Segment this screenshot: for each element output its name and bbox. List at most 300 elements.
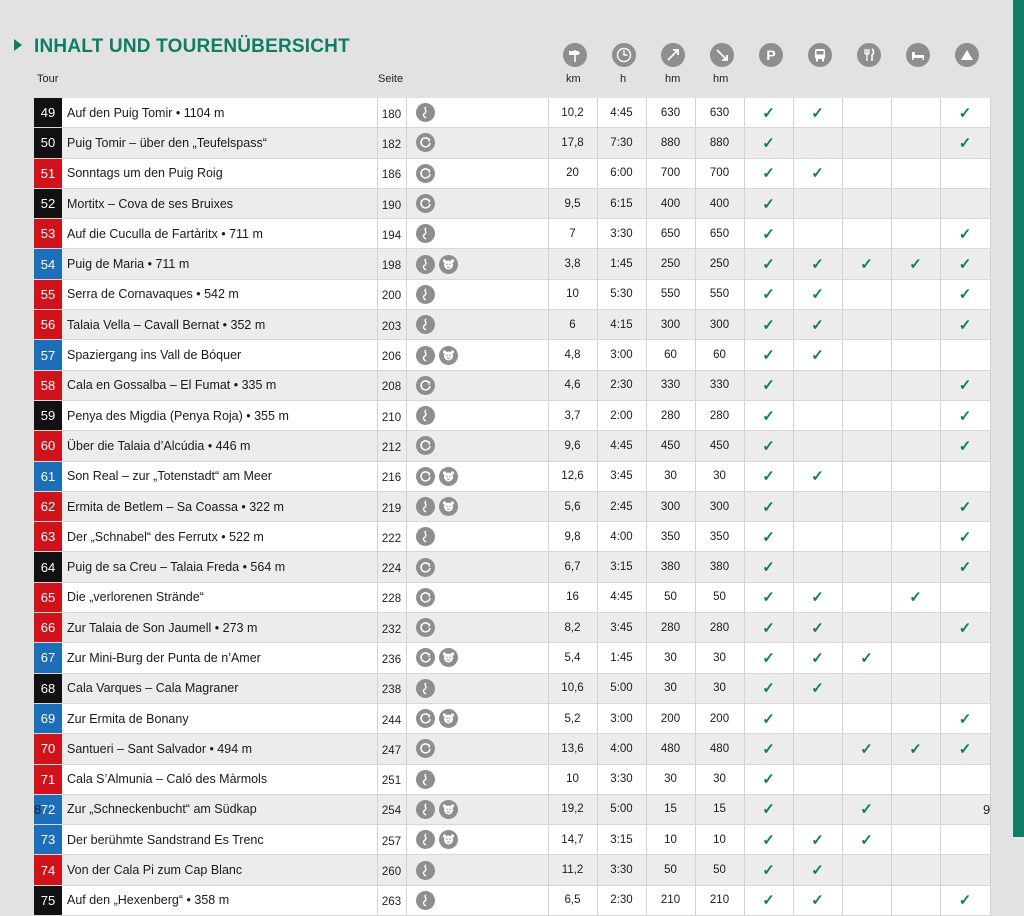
page-number-left: 8 xyxy=(34,802,42,817)
check-icon: ✓ xyxy=(762,892,775,910)
tour-number: 50 xyxy=(34,128,62,158)
table-row xyxy=(34,461,990,491)
food-cell xyxy=(842,431,891,461)
tour-name[interactable]: Cala Varques – Cala Magraner xyxy=(62,673,377,703)
title-arrow-icon xyxy=(14,39,22,51)
linear-route-icon xyxy=(416,770,435,789)
bus-cell xyxy=(793,461,842,491)
tour-ascent: 30 xyxy=(646,673,695,703)
table-row xyxy=(34,400,990,430)
tour-hours: 4:00 xyxy=(597,734,646,764)
tour-page: 247 xyxy=(377,734,406,764)
loop-route-icon xyxy=(416,739,435,758)
food-cell xyxy=(842,734,891,764)
check-icon: ✓ xyxy=(762,589,775,607)
bus-cell xyxy=(793,522,842,552)
tour-ascent: 30 xyxy=(646,461,695,491)
table-row xyxy=(34,128,990,158)
check-icon: ✓ xyxy=(762,286,775,304)
tour-km: 9,6 xyxy=(548,431,597,461)
tour-hours: 2:45 xyxy=(597,491,646,521)
p-cell xyxy=(744,552,793,582)
linear-route-icon xyxy=(416,830,435,849)
check-icon: ✓ xyxy=(762,619,775,637)
tour-km: 9,8 xyxy=(548,522,597,552)
tour-number: 67 xyxy=(34,643,62,673)
check-icon: ✓ xyxy=(958,892,972,910)
summit-cell xyxy=(940,370,990,400)
summit-cell xyxy=(940,764,990,794)
tour-descent: 280 xyxy=(695,400,744,430)
route-type-cell xyxy=(406,643,548,673)
tour-km: 4,8 xyxy=(548,340,597,370)
tour-hours: 5:30 xyxy=(597,279,646,309)
route-type-cell xyxy=(406,431,548,461)
summit-cell xyxy=(940,279,990,309)
route-type-cell xyxy=(406,188,548,218)
tour-hours: 3:00 xyxy=(597,703,646,733)
tour-page: 216 xyxy=(377,461,406,491)
table-row xyxy=(34,613,990,643)
tour-hours: 6:00 xyxy=(597,158,646,188)
check-icon: ✓ xyxy=(958,559,972,577)
tour-number: 55 xyxy=(34,279,62,309)
tour-hours: 2:30 xyxy=(597,885,646,915)
route-type-cell xyxy=(406,340,548,370)
tour-name[interactable]: Cala S’Almunia – Caló des Màrmols xyxy=(62,764,377,794)
tour-number: 75 xyxy=(34,885,62,915)
bus-cell xyxy=(793,764,842,794)
tour-name[interactable]: Auf den Puig Tomir • 1104 m xyxy=(62,98,377,128)
tour-page: 228 xyxy=(377,582,406,612)
p-cell xyxy=(744,582,793,612)
summit-cell xyxy=(940,855,990,885)
tour-number: 72 xyxy=(34,794,62,824)
linear-route-icon xyxy=(416,346,435,365)
food-cell xyxy=(842,764,891,794)
summit-cell xyxy=(940,461,990,491)
bed-cell xyxy=(891,855,940,885)
check-icon: ✓ xyxy=(762,771,775,789)
check-icon: ✓ xyxy=(762,680,775,698)
tour-hours: 1:45 xyxy=(597,643,646,673)
tour-name[interactable]: Zur Talaia de Son Jaumell • 273 m xyxy=(62,613,377,643)
bus-cell xyxy=(793,249,842,279)
tour-name[interactable]: Der „Schnabel“ des Ferrutx • 522 m xyxy=(62,522,377,552)
food-cell xyxy=(842,158,891,188)
header-hm-up: hm xyxy=(665,73,681,85)
route-type-cell xyxy=(406,400,548,430)
tour-page: 254 xyxy=(377,794,406,824)
route-type-cell xyxy=(406,310,548,340)
tour-km: 9,5 xyxy=(548,188,597,218)
tour-number: 64 xyxy=(34,552,62,582)
bed-cell xyxy=(891,128,940,158)
loop-route-icon xyxy=(416,709,435,728)
tour-hours: 4:45 xyxy=(597,98,646,128)
tour-hours: 3:30 xyxy=(597,219,646,249)
check-icon: ✓ xyxy=(860,801,873,819)
tour-number: 54 xyxy=(34,249,62,279)
bus-cell xyxy=(793,673,842,703)
check-icon: ✓ xyxy=(958,225,972,243)
tour-km: 17,8 xyxy=(548,128,597,158)
tour-ascent: 250 xyxy=(646,249,695,279)
check-icon: ✓ xyxy=(811,619,824,637)
tour-number: 68 xyxy=(34,673,62,703)
p-cell xyxy=(744,128,793,158)
tour-ascent: 60 xyxy=(646,340,695,370)
p-cell xyxy=(744,310,793,340)
tour-km: 20 xyxy=(548,158,597,188)
header-hm-down: hm xyxy=(713,73,729,85)
tour-name[interactable]: Zur Ermita de Bonany xyxy=(62,703,377,733)
tour-km: 4,6 xyxy=(548,370,597,400)
linear-route-icon xyxy=(416,891,435,910)
route-type-cell xyxy=(406,128,548,158)
route-type-cell xyxy=(406,279,548,309)
check-icon: ✓ xyxy=(811,589,824,607)
route-type-cell xyxy=(406,522,548,552)
tour-page: 190 xyxy=(377,188,406,218)
tour-number: 49 xyxy=(34,98,62,128)
tour-hours: 3:15 xyxy=(597,825,646,855)
food-cell xyxy=(842,491,891,521)
tour-hours: 3:00 xyxy=(597,340,646,370)
tour-name[interactable]: Talaia Vella – Cavall Bernat • 352 m xyxy=(62,310,377,340)
food-cell xyxy=(842,279,891,309)
summit-cell xyxy=(940,431,990,461)
table-row xyxy=(34,825,990,855)
tour-ascent: 280 xyxy=(646,400,695,430)
kids-bear-icon xyxy=(439,467,458,486)
check-icon: ✓ xyxy=(958,407,972,425)
tour-number: 73 xyxy=(34,825,62,855)
tour-km: 11,2 xyxy=(548,855,597,885)
tour-km: 8,2 xyxy=(548,613,597,643)
bed-cell xyxy=(891,279,940,309)
check-icon: ✓ xyxy=(762,134,775,152)
tour-descent: 400 xyxy=(695,188,744,218)
check-icon: ✓ xyxy=(762,347,775,365)
tour-name[interactable]: Über die Talaia d’Alcúdia • 446 m xyxy=(62,431,377,461)
tour-ascent: 15 xyxy=(646,794,695,824)
summit-cell xyxy=(940,734,990,764)
tour-name[interactable]: Die „verlorenen Strände“ xyxy=(62,582,377,612)
tour-name[interactable]: Ermita de Betlem – Sa Coassa • 322 m xyxy=(62,491,377,521)
check-icon: ✓ xyxy=(958,316,972,334)
tour-km: 12,6 xyxy=(548,461,597,491)
p-cell xyxy=(744,643,793,673)
kids-bear-icon xyxy=(439,709,458,728)
kids-bear-icon xyxy=(439,800,458,819)
food-cell xyxy=(842,703,891,733)
check-icon: ✓ xyxy=(958,377,972,395)
summit-cell xyxy=(940,522,990,552)
tour-name[interactable]: Puig de sa Creu – Talaia Freda • 564 m xyxy=(62,552,377,582)
check-icon: ✓ xyxy=(958,710,972,728)
bus-cell xyxy=(793,825,842,855)
tour-descent: 250 xyxy=(695,249,744,279)
summit-cell xyxy=(940,400,990,430)
check-icon: ✓ xyxy=(860,649,873,667)
p-cell xyxy=(744,794,793,824)
route-type-cell xyxy=(406,794,548,824)
p-cell xyxy=(744,400,793,430)
tour-descent: 60 xyxy=(695,340,744,370)
tour-number: 52 xyxy=(34,188,62,218)
tour-page: 200 xyxy=(377,279,406,309)
food-cell xyxy=(842,249,891,279)
check-icon: ✓ xyxy=(762,528,775,546)
table-row xyxy=(34,794,990,824)
tour-descent: 300 xyxy=(695,310,744,340)
tour-name[interactable]: Von der Cala Pi zum Cap Blanc xyxy=(62,855,377,885)
p-cell xyxy=(744,673,793,703)
tour-name[interactable]: Der berühmte Sandstrand Es Trenc xyxy=(62,825,377,855)
tour-descent: 350 xyxy=(695,522,744,552)
summit-cell xyxy=(940,98,990,128)
bus-cell xyxy=(793,158,842,188)
bus-cell xyxy=(793,643,842,673)
tour-page: 186 xyxy=(377,158,406,188)
bus-cell xyxy=(793,400,842,430)
tour-page: 210 xyxy=(377,400,406,430)
tour-ascent: 30 xyxy=(646,764,695,794)
food-cell xyxy=(842,613,891,643)
summit-cell xyxy=(940,249,990,279)
tour-ascent: 700 xyxy=(646,158,695,188)
table-row xyxy=(34,582,990,612)
route-type-cell xyxy=(406,885,548,915)
tour-name[interactable]: Cala en Gossalba – El Fumat • 335 m xyxy=(62,370,377,400)
route-type-cell xyxy=(406,491,548,521)
tour-descent: 630 xyxy=(695,98,744,128)
bed-cell xyxy=(891,431,940,461)
table-row xyxy=(34,98,990,128)
bed-cell xyxy=(891,310,940,340)
bed-cell xyxy=(891,885,940,915)
check-icon: ✓ xyxy=(762,801,775,819)
tour-km: 3,8 xyxy=(548,249,597,279)
linear-route-icon xyxy=(416,285,435,304)
bus-cell xyxy=(793,219,842,249)
bed-cell xyxy=(891,552,940,582)
tour-name[interactable]: Puig de Maria • 711 m xyxy=(62,249,377,279)
route-type-cell xyxy=(406,158,548,188)
route-type-cell xyxy=(406,855,548,885)
tour-descent: 330 xyxy=(695,370,744,400)
table-row xyxy=(34,188,990,218)
check-icon: ✓ xyxy=(762,831,775,849)
tour-number: 60 xyxy=(34,431,62,461)
tour-hours: 4:00 xyxy=(597,522,646,552)
tour-km: 16 xyxy=(548,582,597,612)
p-cell xyxy=(744,734,793,764)
tour-km: 5,2 xyxy=(548,703,597,733)
tour-page: 208 xyxy=(377,370,406,400)
check-icon: ✓ xyxy=(762,165,775,183)
bed-cell xyxy=(891,219,940,249)
check-icon: ✓ xyxy=(860,740,873,758)
table-row xyxy=(34,370,990,400)
tour-page: 219 xyxy=(377,491,406,521)
tour-km: 19,2 xyxy=(548,794,597,824)
check-icon: ✓ xyxy=(762,104,775,122)
tour-name[interactable]: Spaziergang ins Vall de Bóquer xyxy=(62,340,377,370)
tour-descent: 30 xyxy=(695,461,744,491)
tour-ascent: 880 xyxy=(646,128,695,158)
tour-hours: 3:45 xyxy=(597,461,646,491)
check-icon: ✓ xyxy=(762,377,775,395)
tour-km: 6 xyxy=(548,310,597,340)
tour-name[interactable]: Mortitx – Cova de ses Bruixes xyxy=(62,188,377,218)
tour-descent: 10 xyxy=(695,825,744,855)
tour-name[interactable]: Serra de Cornavaques • 542 m xyxy=(62,279,377,309)
tour-name[interactable]: Son Real – zur „Totenstadt“ am Meer xyxy=(62,461,377,491)
tour-km: 13,6 xyxy=(548,734,597,764)
check-icon: ✓ xyxy=(860,256,873,274)
tour-name[interactable]: Zur Mini-Burg der Punta de n’Amer xyxy=(62,643,377,673)
restaurant-icon xyxy=(857,43,881,67)
tour-name[interactable]: Santueri – Sant Salvador • 494 m xyxy=(62,734,377,764)
kids-bear-icon xyxy=(439,497,458,516)
check-icon: ✓ xyxy=(958,740,972,758)
linear-route-icon xyxy=(416,315,435,334)
parking-icon: P xyxy=(759,43,783,67)
table-row xyxy=(34,673,990,703)
table-row xyxy=(34,310,990,340)
loop-route-icon xyxy=(416,558,435,577)
table-row xyxy=(34,522,990,552)
tour-number: 70 xyxy=(34,734,62,764)
bus-cell xyxy=(793,98,842,128)
bus-cell xyxy=(793,491,842,521)
tour-number: 62 xyxy=(34,491,62,521)
bus-cell xyxy=(793,703,842,733)
tour-name[interactable]: Penya des Migdia (Penya Roja) • 355 m xyxy=(62,400,377,430)
check-icon: ✓ xyxy=(811,347,824,365)
tour-km: 7 xyxy=(548,219,597,249)
bed-cell xyxy=(891,764,940,794)
tour-ascent: 650 xyxy=(646,219,695,249)
tour-km: 5,4 xyxy=(548,643,597,673)
bed-cell xyxy=(891,794,940,824)
tour-descent: 50 xyxy=(695,855,744,885)
tour-name[interactable]: Auf den „Hexenberg“ • 358 m xyxy=(62,885,377,915)
check-icon: ✓ xyxy=(958,286,972,304)
table-row xyxy=(34,552,990,582)
tour-page: 206 xyxy=(377,340,406,370)
p-cell xyxy=(744,158,793,188)
food-cell xyxy=(842,370,891,400)
tour-number: 63 xyxy=(34,522,62,552)
route-type-cell xyxy=(406,825,548,855)
tour-hours: 3:45 xyxy=(597,613,646,643)
tour-name[interactable]: Puig Tomir – über den „Teufelspass“ xyxy=(62,128,377,158)
p-cell xyxy=(744,370,793,400)
check-icon: ✓ xyxy=(762,407,775,425)
table-row xyxy=(34,491,990,521)
summit-cell xyxy=(940,188,990,218)
table-row xyxy=(34,219,990,249)
food-cell xyxy=(842,552,891,582)
tour-hours: 5:00 xyxy=(597,673,646,703)
route-type-cell xyxy=(406,764,548,794)
kids-bear-icon xyxy=(439,255,458,274)
tour-number: 51 xyxy=(34,158,62,188)
p-cell xyxy=(744,764,793,794)
p-cell xyxy=(744,885,793,915)
tour-number: 61 xyxy=(34,461,62,491)
tour-page: 251 xyxy=(377,764,406,794)
check-icon: ✓ xyxy=(811,892,824,910)
tour-descent: 480 xyxy=(695,734,744,764)
tour-name[interactable]: Auf die Cuculla de Fartàritx • 711 m xyxy=(62,219,377,249)
check-icon: ✓ xyxy=(762,195,775,213)
tour-name[interactable]: Sonntags um den Puig Roig xyxy=(62,158,377,188)
linear-route-icon xyxy=(416,103,435,122)
header-km: km xyxy=(566,73,581,85)
bus-cell xyxy=(793,582,842,612)
tour-km: 5,6 xyxy=(548,491,597,521)
tour-ascent: 450 xyxy=(646,431,695,461)
kids-bear-icon xyxy=(439,648,458,667)
tour-descent: 30 xyxy=(695,673,744,703)
p-cell xyxy=(744,249,793,279)
check-icon: ✓ xyxy=(762,256,775,274)
tour-name[interactable]: Zur „Schneckenbucht“ am Südkap xyxy=(62,794,377,824)
check-icon: ✓ xyxy=(811,256,824,274)
tour-ascent: 550 xyxy=(646,279,695,309)
bus-cell xyxy=(793,279,842,309)
table-row xyxy=(34,703,990,733)
tour-page: 182 xyxy=(377,128,406,158)
bed-cell xyxy=(891,249,940,279)
loop-route-icon xyxy=(416,164,435,183)
tour-ascent: 300 xyxy=(646,491,695,521)
header-tour: Tour xyxy=(37,73,59,85)
summit-cell xyxy=(940,552,990,582)
tour-number: 57 xyxy=(34,340,62,370)
right-edge-bar xyxy=(1013,0,1024,837)
check-icon: ✓ xyxy=(811,104,824,122)
bed-cell xyxy=(891,703,940,733)
route-type-cell xyxy=(406,734,548,764)
tour-hours: 3:30 xyxy=(597,764,646,794)
p-cell xyxy=(744,340,793,370)
food-cell xyxy=(842,855,891,885)
loop-route-icon xyxy=(416,618,435,637)
tour-descent: 700 xyxy=(695,158,744,188)
bus-cell xyxy=(793,370,842,400)
tour-page: 257 xyxy=(377,825,406,855)
p-cell xyxy=(744,491,793,521)
tour-ascent: 330 xyxy=(646,370,695,400)
bed-cell xyxy=(891,734,940,764)
bed-cell xyxy=(891,370,940,400)
route-type-cell xyxy=(406,219,548,249)
bed-cell xyxy=(891,643,940,673)
check-icon: ✓ xyxy=(762,862,775,880)
tour-ascent: 630 xyxy=(646,98,695,128)
tour-ascent: 350 xyxy=(646,522,695,552)
tour-number: 66 xyxy=(34,613,62,643)
check-icon: ✓ xyxy=(958,498,972,516)
check-icon: ✓ xyxy=(909,740,922,758)
table-row xyxy=(34,158,990,188)
loop-route-icon xyxy=(416,648,435,667)
